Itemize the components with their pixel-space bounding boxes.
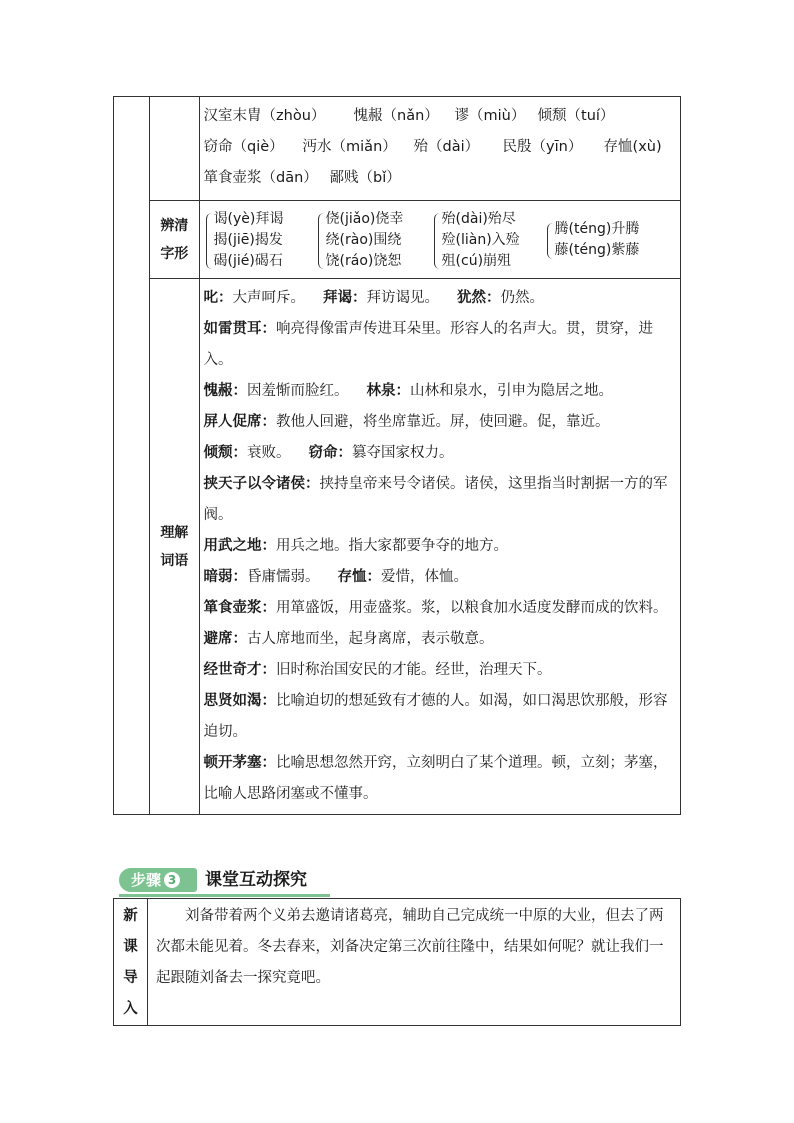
step-title: 课堂互动探究: [205, 870, 307, 890]
intro-label: 新 课 导 入: [114, 899, 148, 1026]
gloss-definition: 衰败。: [247, 445, 291, 461]
gloss-definition: 比喻思想忽然开窍，立刻明白了某个道理。顿，立刻；茅塞，比喻人思路闭塞或不懂事。: [203, 755, 668, 802]
blank-left-cell: [114, 97, 150, 815]
char-entry: 侥(jiǎo)侥幸: [325, 211, 404, 227]
gloss-paragraph: [204, 624, 676, 655]
gloss-paragraph: [204, 655, 676, 686]
gloss-definition: 用箪盛饭，用壶盛浆。浆，以粮食加水适度发酵而成的饮料。: [276, 600, 668, 616]
gloss-term: 叱：: [203, 290, 233, 306]
char-entry: 殆(dài)殆尽: [441, 211, 516, 227]
gloss-term: 箪食壶浆：: [203, 600, 277, 616]
gloss-definition: 比喻迫切的想延致有才德的人。如渴，如口渴思饮那般，形容迫切。: [203, 693, 668, 740]
pron-line-3: [204, 163, 680, 194]
gloss-definition: 响亮得像雷声传进耳朵里。形容人的名声大。贯，贯穿，进入。: [203, 321, 654, 368]
gloss-definition: 山林和泉水，引申为隐居之地。: [410, 383, 614, 399]
gloss-term: 暗弱：: [203, 569, 248, 585]
pron-item: 沔水（miǎn）: [302, 139, 397, 155]
gloss-definition: 篡夺国家权力。: [352, 445, 454, 461]
gloss-term: 经世奇才：: [203, 662, 277, 678]
gloss-term: 愧赧：: [203, 383, 248, 399]
gloss-paragraph: [204, 283, 676, 314]
gloss-definition: 仍然。: [500, 290, 545, 306]
pron-item: 存恤(xù): [603, 139, 662, 155]
gloss-term: 窃命：: [308, 445, 353, 461]
char-entry: 谒(yè)拜谒: [213, 211, 284, 227]
gloss-definition: 旧时称治国安民的才能。经世，治理天下。: [276, 662, 552, 678]
brace-icon: [206, 213, 212, 269]
bianqing-label: 辨清字形: [150, 201, 199, 279]
char-entry: 藤(téng)紫藤: [554, 242, 640, 258]
vocabulary-table: [113, 96, 681, 815]
gloss-paragraph: [204, 314, 676, 376]
pron-item: 倾颓（tuí）: [537, 108, 615, 124]
pron-item: 殆（dài）: [413, 139, 480, 155]
gloss-paragraph: [204, 469, 676, 531]
bianqing-cell: [199, 201, 680, 279]
gloss-definition: 因羞惭而脸红。: [247, 383, 349, 399]
pron-item: 汉室末胄（zhòu）: [203, 108, 326, 124]
gloss-definition: 拜访谒见。: [366, 290, 440, 306]
gloss-definition: 爱惜，体恤。: [381, 569, 469, 585]
gloss-term: 避席：: [203, 631, 248, 647]
step-number: 3: [164, 872, 180, 888]
char-group-2: [318, 209, 404, 272]
char-entry: 揭(jiē)揭发: [213, 232, 283, 248]
step-badge-label: 步骤: [131, 871, 162, 889]
char-entry: 绕(rào)围绕: [325, 232, 402, 248]
char-entry: 殓(liàn)入殓: [441, 232, 520, 248]
gloss-term: 林泉：: [366, 383, 411, 399]
pron-label-cell: [150, 97, 199, 201]
gloss-paragraph: [204, 438, 676, 469]
gloss-term: 顿开茅塞：: [203, 755, 277, 771]
char-group-4: [547, 219, 640, 261]
gloss-definition: 昏庸懦弱。: [247, 569, 320, 585]
gloss-term: 用武之地：: [203, 538, 277, 554]
char-group-3: [434, 209, 520, 272]
pron-line-2: [204, 132, 680, 163]
gloss-term: 拜谒：: [323, 290, 367, 306]
gloss-definition: 挟持皇帝来号令诸侯。诸侯，这里指当时割据一方的军阀。: [203, 476, 668, 523]
gloss-term: 存恤：: [337, 569, 382, 585]
gloss-definition: 大声呵斥。: [232, 290, 306, 306]
gloss-term: 思贤如渴：: [203, 693, 277, 709]
char-entry: 殂(cú)崩殂: [441, 253, 512, 269]
pron-item: 民殷（yīn）: [502, 139, 583, 155]
pron-item: 鄙贱（bǐ）: [329, 170, 401, 186]
char-entry: 饶(ráo)饶恕: [325, 253, 402, 269]
gloss-paragraph: [204, 748, 676, 810]
gloss-definition: 用兵之地。指大家都要争夺的地方。: [276, 538, 509, 554]
gloss-label: 理解词语: [150, 279, 199, 815]
gloss-definition: 教他人回避，将坐席靠近。屏，使回避。促，靠近。: [276, 414, 610, 430]
gloss-term: 挟天子以令诸侯：: [203, 476, 320, 492]
gloss-term: 如雷贯耳：: [203, 321, 277, 337]
pron-line-1: [204, 101, 680, 132]
gloss-definition: 古人席地而坐，起身离席，表示敬意。: [247, 631, 494, 647]
brace-icon: [318, 213, 324, 269]
pron-item: 愧赧（nǎn）: [353, 108, 439, 124]
step-underline: [119, 894, 330, 897]
gloss-paragraph: [204, 531, 676, 562]
pron-item: 箪食壶浆（dān）: [203, 170, 318, 186]
gloss-paragraph: [204, 686, 676, 748]
intro-table: [113, 898, 681, 1026]
brace-icon: [547, 223, 553, 259]
pron-item: 谬（miù）: [454, 108, 526, 124]
gloss-term: 犹然：: [457, 290, 501, 306]
gloss-paragraph: [204, 562, 676, 593]
gloss-paragraph: [204, 376, 676, 407]
gloss-paragraph: [204, 593, 676, 624]
char-entry: 腾(téng)升腾: [554, 221, 640, 237]
gloss-paragraph: [204, 407, 676, 438]
gloss-term: 屏人促席：: [203, 414, 277, 430]
gloss-term: 倾颓：: [203, 445, 248, 461]
char-entry: 碣(jié)碣石: [213, 253, 283, 269]
brace-icon: [434, 213, 440, 269]
gloss-cell: [199, 279, 680, 815]
step-badge: [119, 868, 197, 892]
intro-text: 刘备带着两个义弟去邀请诸葛亮，辅助自己完成统一中原的大业，但去了两次都未能见着。冬去春来，刘备决定第三次前往隆中，结果如何呢？就让我们一起跟随刘备去一探究竟吧。: [148, 899, 681, 1026]
pron-item: 窃命（qiè）: [203, 139, 284, 155]
char-group-1: [206, 209, 284, 272]
pronunciation-cell: [199, 97, 680, 201]
